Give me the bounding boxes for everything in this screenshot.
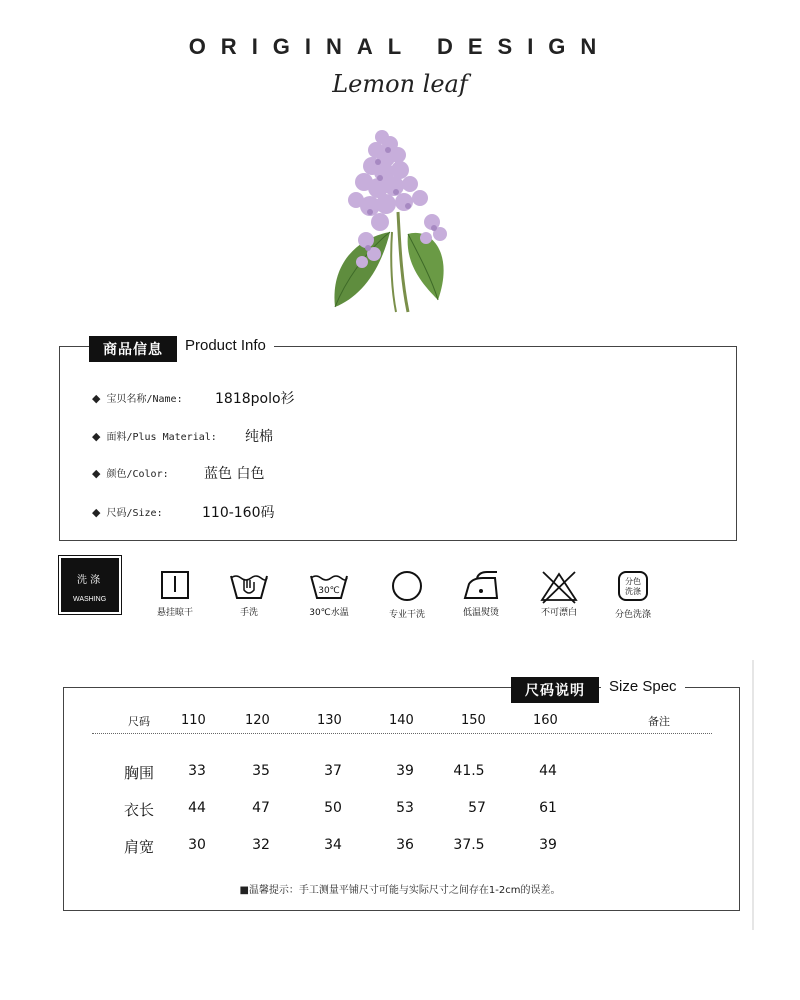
brand-title: ORIGINAL DESIGN [188, 34, 612, 59]
table-cell: 34 [324, 837, 342, 853]
info-value: 1818polo衫 [215, 391, 295, 407]
info-value: 纯棉 [245, 429, 273, 445]
info-row-name [92, 390, 295, 407]
svg-text:洗涤: 洗涤 [625, 587, 641, 596]
care-label: 分色洗涤 [614, 610, 651, 620]
row-label-shoulder: 肩宽 [124, 838, 155, 856]
product-info-label: 商品信息 [89, 336, 177, 362]
care-item-hand-wash [214, 570, 284, 618]
table-cell: 37 [324, 763, 342, 779]
table-cell: 53 [396, 800, 414, 816]
size-spec-title: Size Spec [601, 678, 685, 695]
row-label-chest: 胸围 [124, 764, 155, 782]
care-label: 低温熨烫 [462, 608, 499, 618]
table-cell: 35 [252, 763, 270, 779]
care-label: 不可漂白 [540, 608, 577, 618]
care-item-hang-dry [140, 570, 210, 618]
care-item-separate-wash [598, 570, 668, 620]
table-cell: 39 [396, 763, 414, 779]
table-cell: 47 [252, 800, 270, 816]
table-cell: 41.5 [453, 763, 485, 779]
table-cell: 44 [188, 800, 206, 816]
table-cell: 44 [539, 763, 557, 779]
hang-dry-icon [158, 570, 192, 600]
washing-badge-en: WASHING [73, 596, 107, 603]
table-cell: 57 [468, 800, 486, 816]
diamond-bullet-icon: ◆ [92, 392, 101, 405]
washing-badge-cn: 洗 涤 [77, 575, 101, 586]
care-label: 专业干洗 [388, 610, 425, 620]
hand-wash-icon [229, 570, 269, 600]
header-130: 130 [317, 713, 342, 728]
info-row-size [92, 504, 275, 521]
table-cell: 37.5 [453, 837, 485, 853]
diamond-bullet-icon: ◆ [92, 506, 101, 519]
info-value: 蓝色 白色 [204, 466, 265, 482]
info-key: 颜色/Color: [106, 469, 169, 480]
care-label: 30℃水温 [309, 608, 349, 618]
care-item-wash-30 [294, 570, 364, 618]
no-bleach-icon [539, 570, 579, 604]
product-info-title: Product Info [177, 337, 274, 354]
svg-text:30℃: 30℃ [318, 586, 340, 596]
info-row-material [92, 428, 273, 445]
lilac-flower-image [320, 122, 470, 317]
care-item-dry-clean [372, 570, 442, 620]
header-120: 120 [245, 713, 270, 728]
table-cell: 36 [396, 837, 414, 853]
dry-clean-icon [390, 570, 424, 602]
info-row-color [92, 465, 265, 482]
measurement-note: ■温馨提示：手工测量平铺尺寸可能与实际尺寸之间存在1-2cm的误差。 [239, 885, 561, 896]
low-iron-icon [461, 570, 501, 600]
brand-script-name: Lemon leaf [332, 70, 468, 98]
header-160: 160 [533, 713, 558, 728]
info-key: 宝贝名称/Name: [106, 394, 183, 405]
header-140: 140 [389, 713, 414, 728]
care-label: 悬挂晾干 [156, 608, 193, 618]
row-label-length: 衣长 [124, 801, 155, 819]
table-cell: 50 [324, 800, 342, 816]
table-cell: 32 [252, 837, 270, 853]
info-key: 面料/Plus Material: [106, 432, 217, 443]
header-divider [92, 733, 712, 734]
care-item-low-iron [446, 570, 516, 618]
table-cell: 39 [539, 837, 557, 853]
diamond-bullet-icon: ◆ [92, 430, 101, 443]
diamond-bullet-icon: ◆ [92, 467, 101, 480]
header-110: 110 [181, 713, 206, 728]
table-cell: 33 [188, 763, 206, 779]
care-label: 手洗 [239, 608, 258, 618]
info-key: 尺码/Size: [106, 508, 163, 519]
size-spec-label: 尺码说明 [511, 677, 599, 703]
washing-badge [61, 558, 119, 612]
table-cell: 61 [539, 800, 557, 816]
header-size: 尺码 [128, 715, 150, 728]
separate-wash-icon [616, 570, 650, 602]
header-150: 150 [461, 713, 486, 728]
table-cell: 30 [188, 837, 206, 853]
svg-text:分色: 分色 [625, 577, 641, 586]
wash-30-icon [309, 570, 349, 600]
info-value: 110-160码 [202, 505, 275, 521]
care-item-no-bleach [524, 570, 594, 618]
header-remark: 备注 [648, 715, 670, 728]
